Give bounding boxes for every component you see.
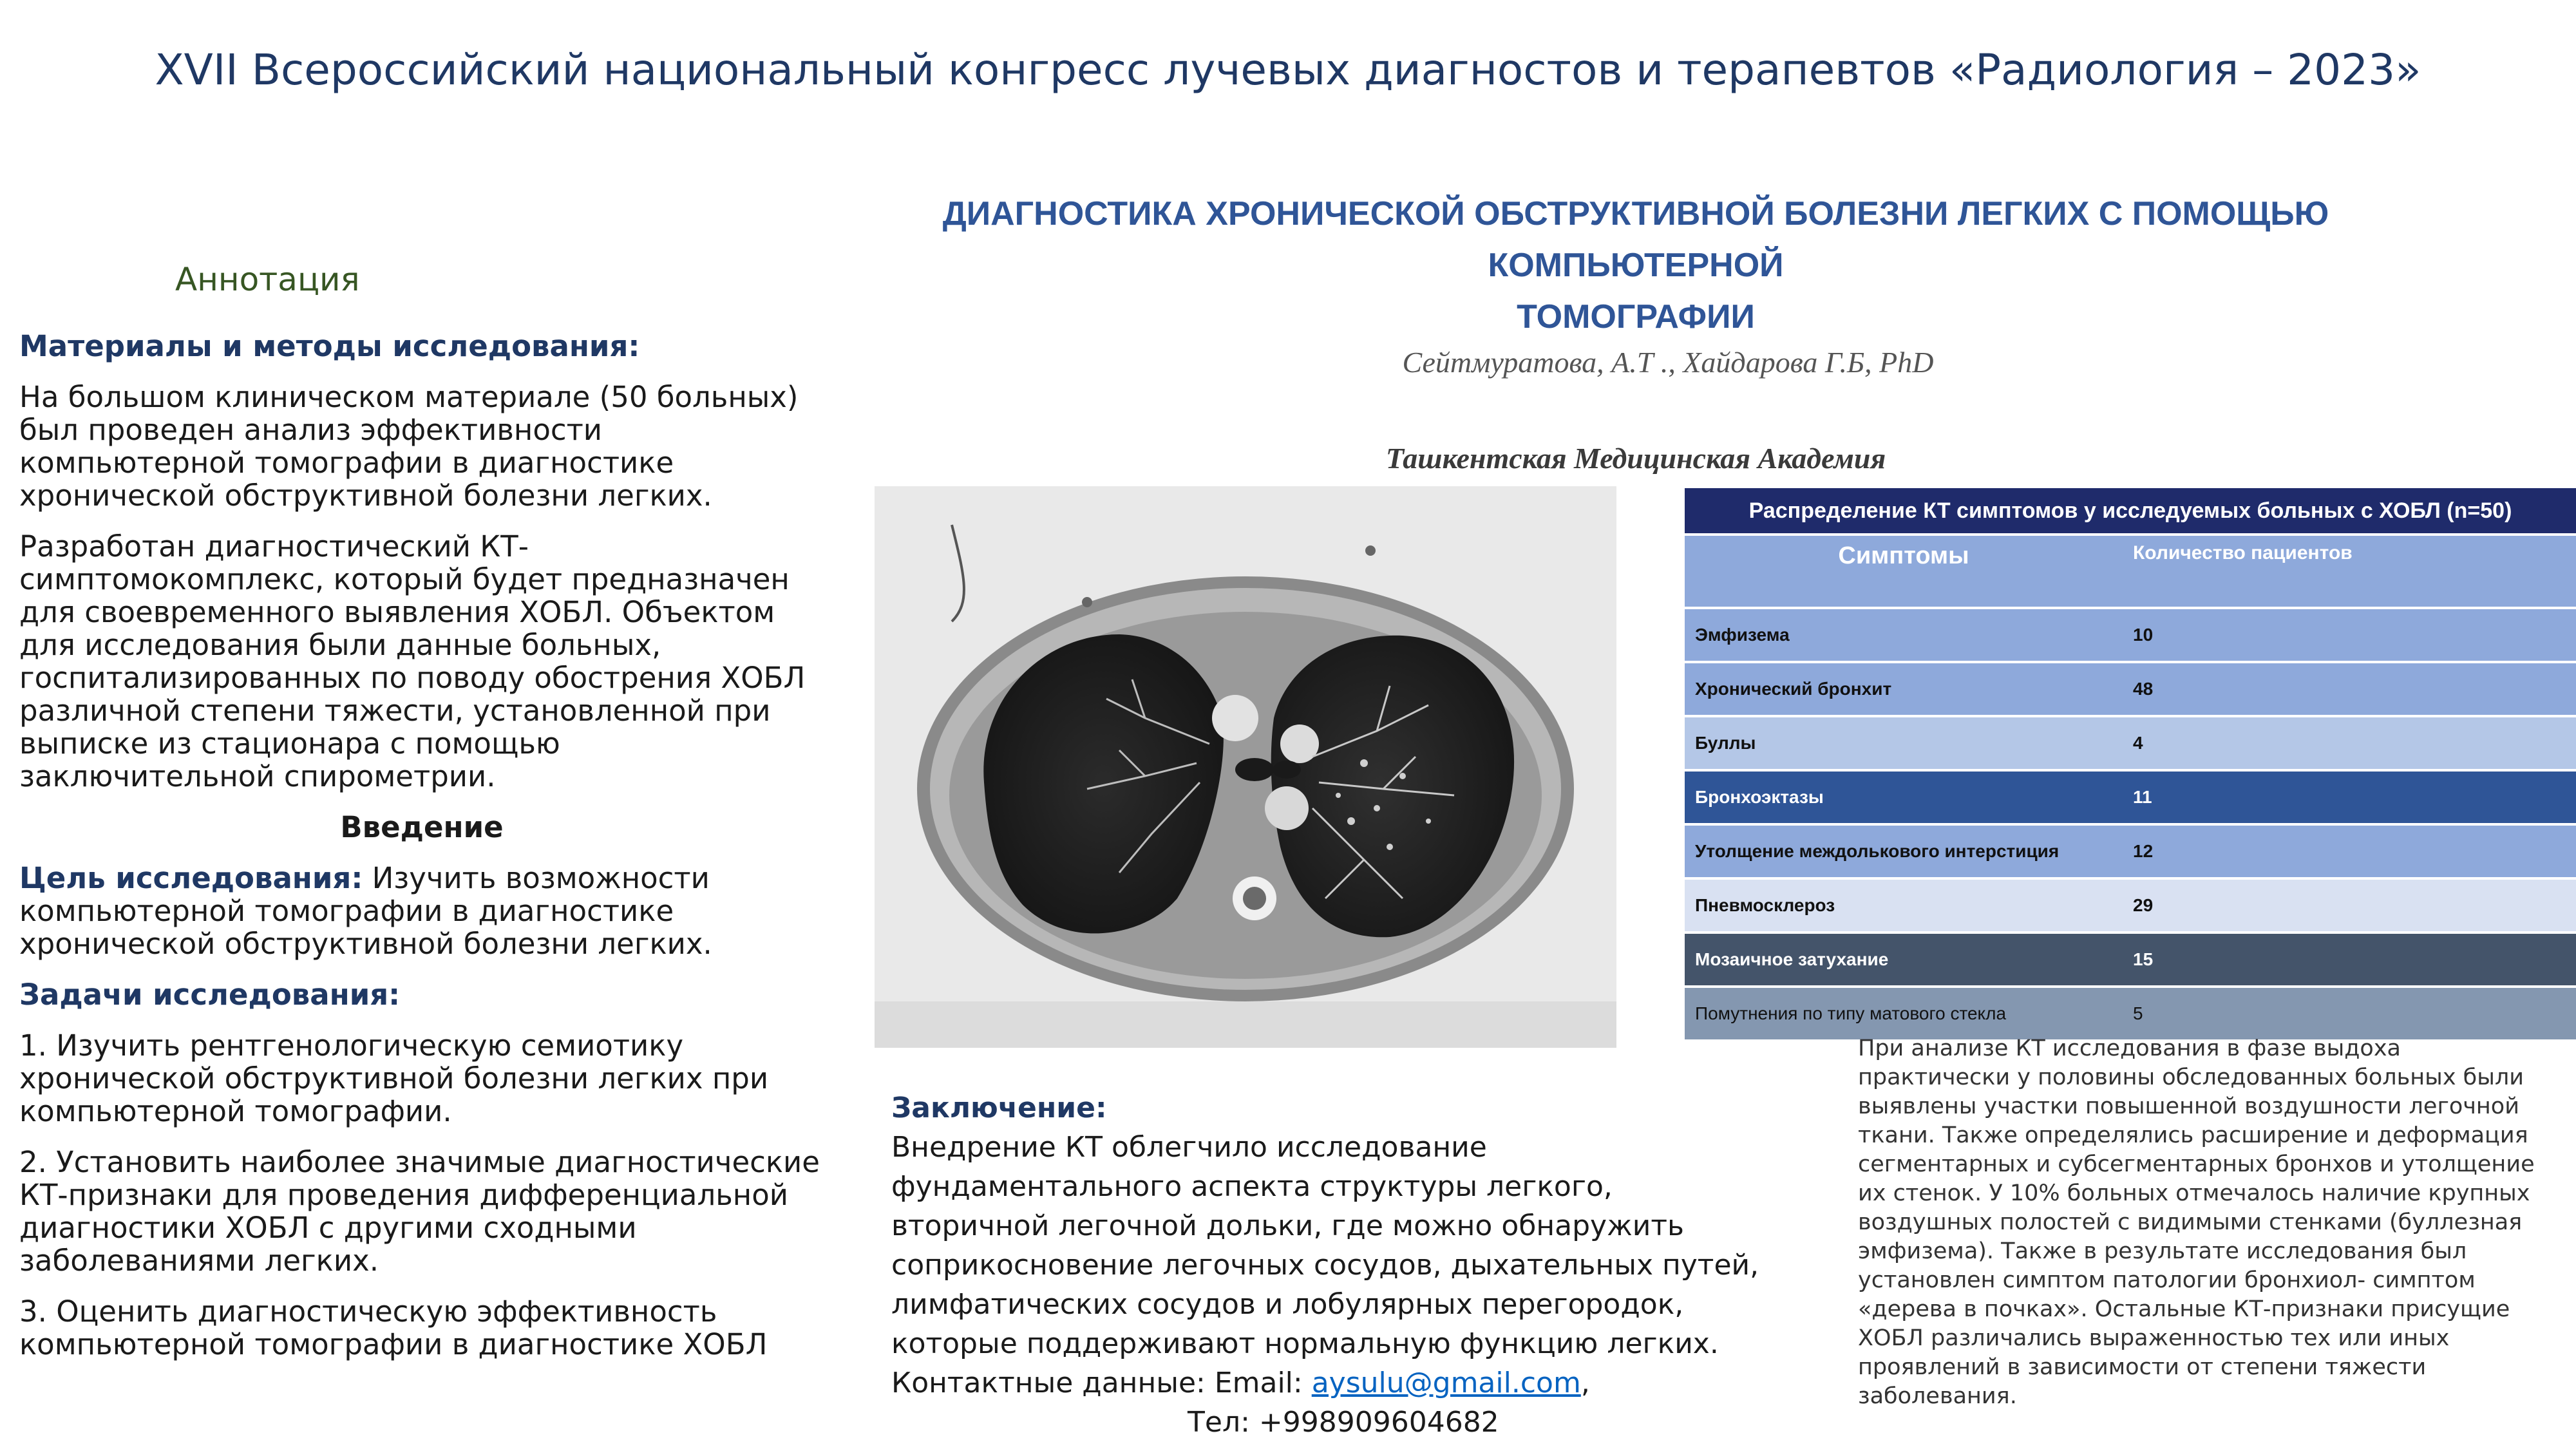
tasks-heading: Задачи исследования: bbox=[19, 978, 401, 1012]
table-row bbox=[1685, 662, 2576, 716]
poster-title-line-2: ТОМОГРАФИИ bbox=[1517, 298, 1755, 336]
symptom-table bbox=[1685, 488, 2576, 1042]
ct-scan-illustration bbox=[875, 486, 1616, 1048]
ct-scan-image bbox=[875, 486, 1616, 1048]
symptom-cell: Бронхоэктазы bbox=[1685, 770, 2123, 824]
symptom-cell: Эмфизема bbox=[1685, 608, 2123, 662]
count-cell: 10 bbox=[2123, 608, 2576, 662]
contact-line bbox=[891, 1363, 1767, 1403]
poster-title bbox=[831, 188, 2441, 343]
left-column bbox=[19, 330, 824, 1379]
materials-heading: Материалы и методы исследования: bbox=[19, 329, 640, 363]
count-cell: 4 bbox=[2123, 716, 2576, 770]
symptom-cell: Хронический бронхит bbox=[1685, 662, 2123, 716]
symptom-cell: Помутнения по типу матового стекла bbox=[1685, 987, 2123, 1041]
task-item-3: 3. Оценить диагностическую эффективность компьютерной томографии в диагностике ХОБЛ bbox=[19, 1294, 768, 1361]
task-item-1: 1. Изучить рентгенологическую семиотику хронической обструктивной болезни легких при компьютерной томографии. bbox=[19, 1028, 769, 1128]
table-title-row bbox=[1685, 488, 2576, 535]
task-item-2: 2. Установить наиболее значимые диагностические КТ-признаки для проведения дифференциальной диагностики ХОБЛ с другими сходными заболеваниями легких. bbox=[19, 1145, 820, 1278]
symptom-cell: Буллы bbox=[1685, 716, 2123, 770]
congress-title: XVII Всероссийский национальный конгресс лучевых диагностов и терапевтов «Радиология – 2023» bbox=[155, 45, 2421, 95]
phone-line: Тел: +998909604682 bbox=[1188, 1406, 1499, 1439]
annotation-heading: Аннотация bbox=[175, 261, 360, 298]
symptom-cell: Пневмосклероз bbox=[1685, 878, 2123, 933]
affiliation: Ташкентская Медицинская Академия bbox=[1385, 442, 1886, 475]
materials-paragraph-2: Разработан диагностический КТ-симптомокомплекс, который будет предназначен для своевременного выявления ХОБЛ. Объектом для исследования были данные больных, госпитализированных по поводу обострения ХОБЛ различной степени тяжести, установленной при выписке из стационара с помощью заключительной спирометрии. bbox=[19, 529, 806, 793]
conclusion-text: Внедрение КТ облегчило исследование фундаментального аспекта структуры легкого, вторичной легочной дольки, где можно обнаружить соприкосновение легочных сосудов, дыхательных путей, лимфатических сосудов и лобулярных перегородок, которые поддерживают нормальную функцию легких. bbox=[891, 1131, 1759, 1360]
contact-label: Контактные данные: Email: bbox=[891, 1367, 1312, 1399]
table-title: Распределение КТ симптомов у исследуемых больных с ХОБЛ (n=50) bbox=[1685, 488, 2576, 535]
intro-heading: Введение bbox=[340, 810, 504, 844]
table-row bbox=[1685, 933, 2576, 987]
symptom-cell: Утолщение междолькового интерстиция bbox=[1685, 824, 2123, 878]
table-row bbox=[1685, 987, 2576, 1041]
count-cell: 5 bbox=[2123, 987, 2576, 1041]
count-cell: 48 bbox=[2123, 662, 2576, 716]
table-row bbox=[1685, 770, 2576, 824]
poster-title-line-1: ДИАГНОСТИКА ХРОНИЧЕСКОЙ ОБСТРУКТИВНОЙ БОЛЕЗНИ ЛЕГКИХ С ПОМОЩЬЮ КОМПЬЮТЕРНОЙ bbox=[942, 195, 2329, 284]
email-link[interactable]: aysulu@gmail.com bbox=[1311, 1367, 1581, 1399]
count-cell: 12 bbox=[2123, 824, 2576, 878]
table-row bbox=[1685, 608, 2576, 662]
authors: Сейтмуратова, А.Т ., Хайдарова Г.Б, PhD bbox=[1402, 346, 1934, 379]
count-cell: 15 bbox=[2123, 933, 2576, 987]
goal-paragraph bbox=[19, 862, 824, 960]
contact-comma: , bbox=[1580, 1367, 1590, 1399]
goal-text: Изучить возможности компьютерной томографии в диагностике хронической обструктивной болезни легких. bbox=[19, 861, 712, 961]
table-header-row bbox=[1685, 535, 2576, 608]
conclusion-heading: Заключение: bbox=[891, 1092, 1107, 1124]
materials-paragraph-1: На большом клиническом материале (50 больных) был проведен анализ эффективности компьютерной томографии в диагностике хронической обструктивной болезни легких. bbox=[19, 380, 799, 513]
column-header-count: Количество пациентов bbox=[2123, 535, 2576, 608]
table-row bbox=[1685, 716, 2576, 770]
column-header-symptoms: Симптомы bbox=[1685, 535, 2123, 608]
goal-label: Цель исследования: bbox=[19, 861, 363, 895]
conclusion-block bbox=[891, 1088, 1767, 1442]
results-paragraph: При анализе КТ исследования в фазе выдоха практически у половины обследованных больных были выявлены участки повышенной воздушности легочной ткани. Также определялись расширение и деформация сегментарных и субсегментарных бронхов и утолщение их стенок. У 10% больных отмечалось наличие крупных воздушных полостей с видимыми стенками (буллезная эмфизема). Также в результате исследования был установлен симптом патологии бронхиол- симптом «дерева в почках». Остальные КТ-признаки присущие ХОБЛ различались выраженностью тех или иных проявлений в зависимости от степени тяжести заболевания. bbox=[1858, 1036, 2535, 1409]
symptom-cell: Мозаичное затухание bbox=[1685, 933, 2123, 987]
table-row bbox=[1685, 824, 2576, 878]
table-row bbox=[1685, 878, 2576, 933]
count-cell: 11 bbox=[2123, 770, 2576, 824]
count-cell: 29 bbox=[2123, 878, 2576, 933]
